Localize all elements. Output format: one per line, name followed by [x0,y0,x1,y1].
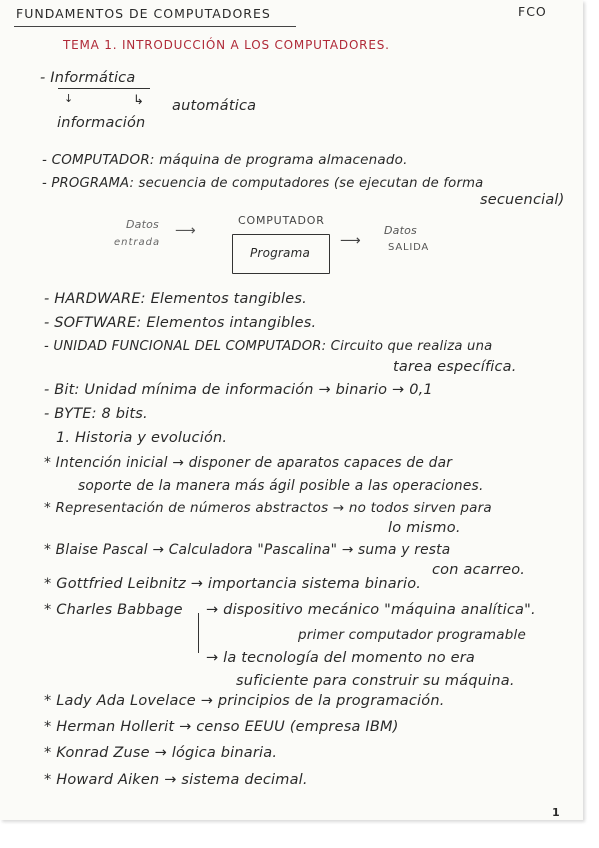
line-informatica: - Informática [40,70,136,86]
line-historia: 1. Historia y evolución. [56,430,228,446]
line-representacion-2: lo mismo. [388,520,461,536]
line-leibnitz: * Gottfried Leibnitz → importancia sistema binario. [44,576,422,592]
line-automatica: automática [172,98,257,114]
diagram-output-top: Datos [384,224,417,237]
header-underline [14,26,296,27]
line-intencion-1: * Intención inicial → disponer de aparatos capaces de dar [44,455,453,471]
arrow-input-icon: ⟶ [175,223,196,239]
diagram-box-label: COMPUTADOR [238,214,325,227]
line-programa-2: secuencial) [480,192,565,208]
line-zuse: * Konrad Zuse → lógica binaria. [44,745,278,761]
line-programa-1: - PROGRAMA: secuencia de computadores (se ejecutan de forma [42,176,484,191]
line-informacion: información [57,115,146,131]
diagram-output-bottom: SALIDA [388,242,430,253]
diagram-input-bottom: entrada [114,237,161,248]
line-pascal-1: * Blaise Pascal → Calculadora "Pascalina" → suma y resta [44,542,451,558]
line-lovelace: * Lady Ada Lovelace → principios de la programación. [44,693,445,709]
line-computador: - COMPUTADOR: máquina de programa almacenado. [42,152,408,168]
line-unidad-2: tarea específica. [393,359,517,375]
line-babbage-c: → la tecnología del momento no era [206,650,475,666]
page-header-title: FUNDAMENTOS DE COMPUTADORES [16,6,271,21]
line-babbage: * Charles Babbage [44,602,183,618]
line-babbage-b: primer computador programable [298,627,526,643]
diagram-input-top: Datos [126,218,159,231]
line-hardware: - HARDWARE: Elementos tangibles. [44,291,307,307]
line-unidad-1: - UNIDAD FUNCIONAL DEL COMPUTADOR: Circuito que realiza una [44,339,493,354]
line-hollerith: * Herman Hollerit → censo EEUU (empresa IBM) [44,719,399,735]
line-aiken: * Howard Aiken → sistema decimal. [44,772,308,788]
line-intencion-2: soporte de la manera más ágil posible a las operaciones. [78,478,484,494]
line-bit: - Bit: Unidad mínima de información → binario → 0,1 [44,382,433,398]
diagram-box-inner: Programa [250,246,311,260]
babbage-bracket [198,613,200,653]
informatica-underline [58,88,150,89]
page-number: 1 [552,806,560,819]
page-header-code: FCO [518,4,547,19]
line-software: - SOFTWARE: Elementos intangibles. [44,315,317,331]
line-babbage-d: suficiente para construir su máquina. [236,673,515,689]
line-byte: - BYTE: 8 bits. [44,406,148,422]
arrow-output-icon: ⟶ [340,233,361,249]
line-pascal-2: con acarreo. [432,562,526,578]
arrow-down-icon: ↓ [64,92,74,105]
line-babbage-a: → dispositivo mecánico "máquina analítica". [206,602,536,618]
topic-title: TEMA 1. INTRODUCCIÓN A LOS COMPUTADORES. [63,38,390,52]
arrow-right-icon: ↳ [133,93,145,108]
line-representacion-1: * Representación de números abstractos → no todos sirven para [44,500,492,516]
